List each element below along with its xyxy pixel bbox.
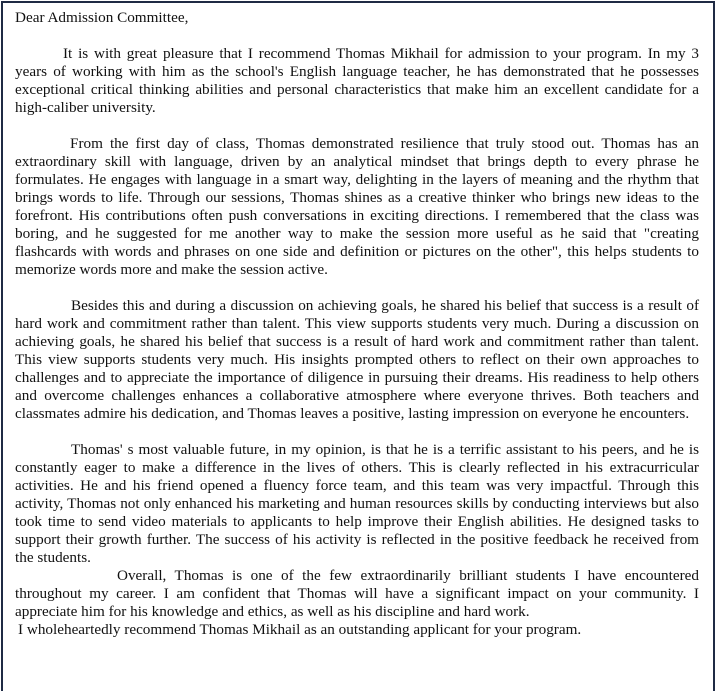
- paragraph-hard-work-belief: Besides this and during a discussion on achieving goals, he shared his belief that success is a result of hard work and commitment rather than talent. This view supports students very much. During a discussion on achieving goals, he shared his belief that success is a result of hard work and commitment rather than talent. This view supports students very much. His insights prompted others to reflect on their own approaches to challenges and to appreciate the importance of diligence in pursuing their dreams. His readiness to help others and overcome challenges enhances a collaborative atmosphere where everyone thrives. Both teachers and classmates admire his dedication, and Thomas leaves a positive, lasting impression on everyone he encounters.: [15, 297, 699, 422]
- recommendation-letter: [15, 9, 699, 639]
- salutation: Dear Admission Committee,: [15, 9, 189, 26]
- paragraph-overall: Overall, Thomas is one of the few extraordinarily brilliant students I have encountered throughout my career. I am confident that Thomas will have a significant impact on your community. I appreciate him for his knowledge and ethics, as well as his discipline and hard work.: [15, 567, 699, 620]
- paragraph-language-skills: From the first day of class, Thomas demonstrated resilience that truly stood out. Thomas has an extraordinary skill with language, driven by an analytical mindset that brings depth to every phrase he formulates. He engages with language in a smart way, delighting in the layers of meaning and the rhythm that brings words to life. Through our sessions, Thomas shines as a creative thinker who brings new ideas to the forefront. His contributions often push conversations in exciting directions. I remembered that the class was boring, and he suggested for me another way to make the session more useful as he said that "creating flashcards with words and phrases on one side and definition or pictures on the other", this helps students to memorize words more and make the session active.: [15, 135, 699, 278]
- paragraph-extracurricular: Thomas' s most valuable future, in my opinion, is that he is a terrific assistant to his peers, and he is constantly eager to make a difference in the lives of others. This is clearly reflected in his extracurricular activities. He and his friend opened a fluency force team, and this team was very impactful. Through this activity, Thomas not only enhanced his marketing and human resources skills by conducting interviews but also took time to send video materials to applicants to help improve their English abilities. He designed tasks to support their growth further. The success of his activity is reflected in the positive feedback he received from the students.: [15, 441, 699, 566]
- document-page: [1, 1, 715, 691]
- closing-recommendation: I wholeheartedly recommend Thomas Mikhail as an outstanding applicant for your program.: [18, 621, 582, 638]
- paragraph-introduction: It is with great pleasure that I recommend Thomas Mikhail for admission to your program. In my 3 years of working with him as the school's English language teacher, he has demonstrated that he possesses exceptional critical thinking abilities and personal characteristics that make him an excellent candidate for a high-caliber university.: [15, 45, 699, 116]
